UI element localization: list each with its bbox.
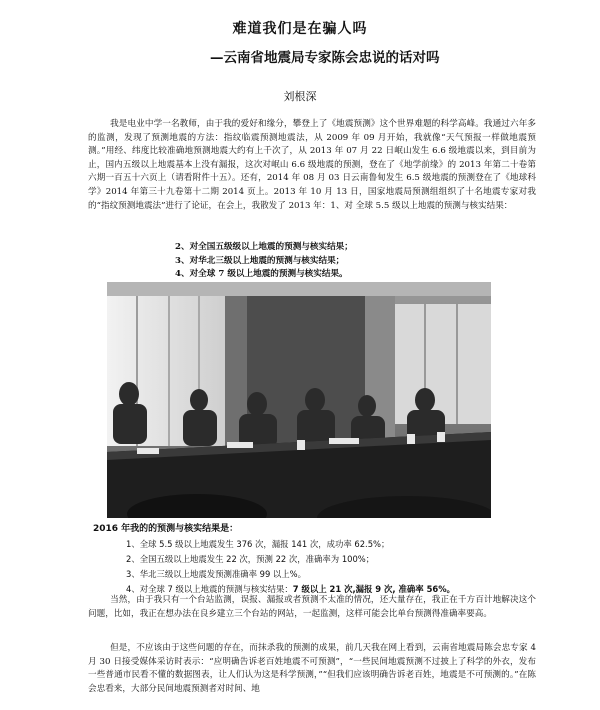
- list-item: 2、对全国五级级以上地震的预测与核实结果；: [175, 242, 353, 252]
- paragraph-3: [88, 642, 536, 696]
- list-item: 4、对全球 7 级以上地震的预测与核实结果。: [175, 269, 348, 280]
- page-title: 难道我们是在骗人吗: [232, 21, 368, 37]
- author-name: 刘根深: [283, 90, 317, 103]
- intro-paragraph: [88, 118, 536, 213]
- meeting-photo: [107, 282, 491, 518]
- list-item: 3、华北三级以上地震发预测准确率 99 以上%。: [126, 569, 307, 579]
- para3-text: 但是，不应该由于这些问题的存在，而抹杀我的预测的成果，前几天我在网上看到，云南省地震局陈会忠专家 4 月 30 日接受媒体采访时表示：“应明确告诉老百姓地震不可预测”，“一些民间地震预测不过披上了科学的外衣，发布一些普通市民看不懂的数据图表，让人们认为这是科学预测，”“但我们应该明确告诉老百姓，地震是不可预测的。”在陈会忠看来，大部分民间地震预测者对时间、地: [88, 643, 536, 694]
- list-item: 2、全国五级以上地震发生 22 次，预测 22 次，准确率为 100%；: [126, 554, 375, 564]
- result-item4-prefix: 4、对全球 7 级以上地震的预测与核实结果：: [126, 584, 293, 594]
- list-2013: [175, 241, 353, 282]
- meeting-photo-icon: [107, 282, 491, 518]
- result-item4-bold: 7 级以上 21 次,漏报 9 次, 准确率 56%。: [292, 584, 455, 594]
- page-subtitle: —云南省地震局专家陈会忠说的话对吗: [210, 50, 440, 66]
- intro-text: 我是电业中学一名教师，由于我的爱好和缘分，攀登上了《地震预测》这个世界难题的科学高峰。我通过六年多的监测，发现了预测地震的方法：指纹临震预测地震法，从 2009 年 09 月开始，我就像“天气预报一样做地震预测。”用经、纬度比较准确地预测地震大约有上千次了，从 2013 年 07 月 22 日岷山发生 6.6 级地震以来，到目前为止，国内五级以上地震基本上没有漏报，这次对岷山 6.6 级地震的预测，登在了《地学前缘》的 2013 年第二十卷第六期一百五十六页上（请看附件十五）。还有，2014 年 08 月 03 日云南鲁甸发生 6.5 级地震的预测登在了《地球科学》2014 年第三十九卷第十二期 2014 页上。2013 年 10 月 13 日，国家地震局预测组组织了十名地震专家对我的“指纹预测地震法”进行了论证，在会上，我散发了 2013 年：1、对 全球 5.5 级以上地震的预测与核实结果：: [88, 119, 536, 211]
- paragraph-2: [88, 594, 536, 621]
- list-item: 1、全球 5.5 级以上地震发生 376 次，漏报 141 次，成功率 62.5%；: [126, 539, 390, 549]
- results-list: [126, 537, 455, 597]
- results-heading: 2016 年我的的预测与核实结果是：: [93, 524, 239, 534]
- para2-text: 当然，由于我只有一个台站监测，误报、漏报或者预测不太准的情况，还大量存在，我正在千方百计地解决这个问题，比如，我正在想办法在良乡建立三个台站的网站，一起监测，这样可能会比单台预测得准确率要高。: [88, 595, 536, 619]
- list-item: 3、对华北三级以上地震的预测与核实结果；: [175, 255, 345, 266]
